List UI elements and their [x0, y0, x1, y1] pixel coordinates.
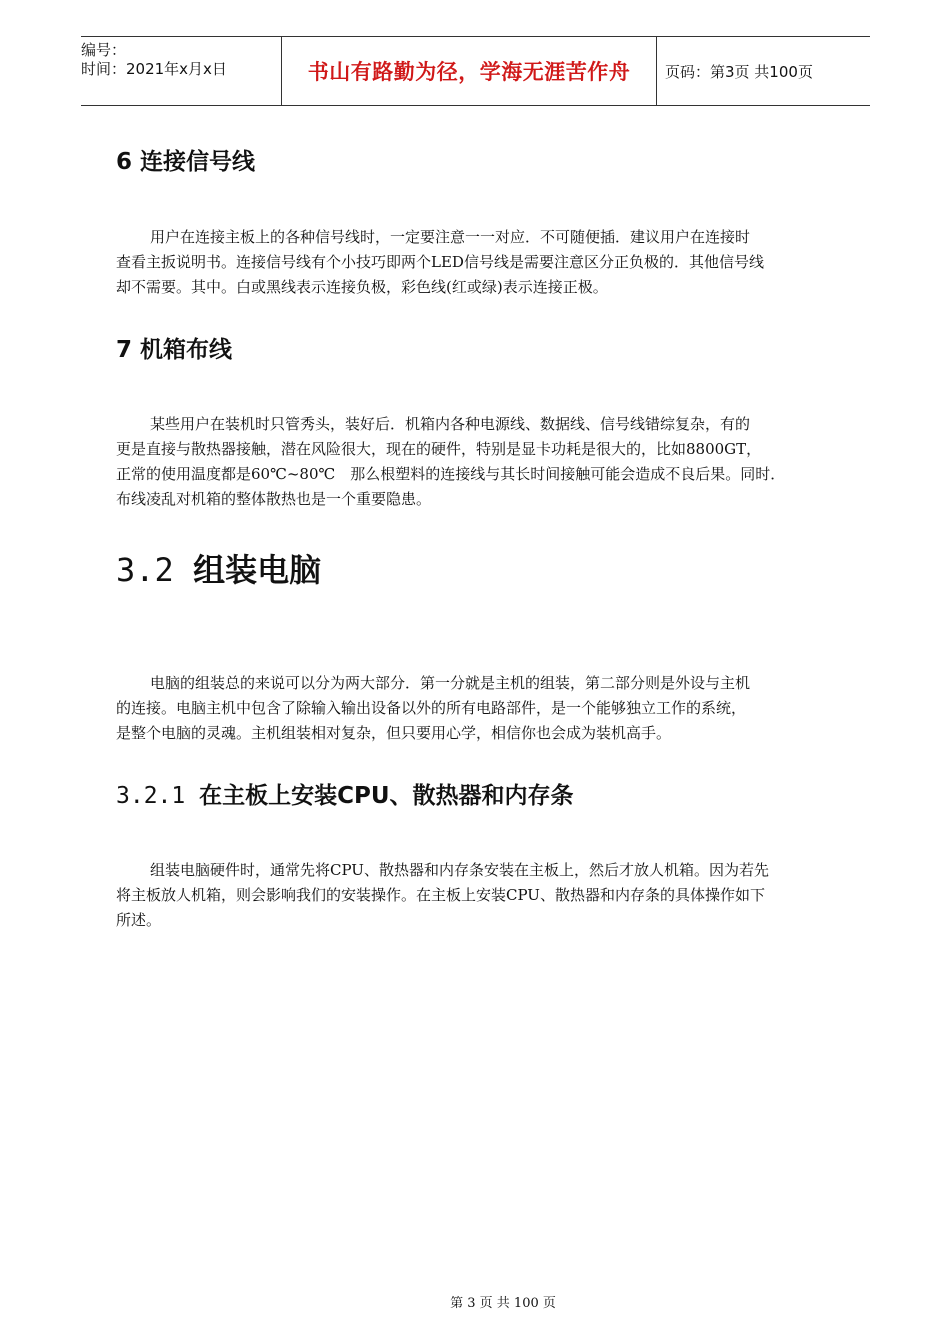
- date-line: 时间：2021年x月x日: [81, 60, 227, 78]
- paragraph-line: 正常的使用温度都是60℃~80℃ 那么根塑料的连接线与其长时间接触可能会造成不良后果。同时．: [116, 465, 786, 483]
- section-heading-6: 6 连接信号线: [116, 149, 256, 175]
- header-page-info: 页码：第3页 共100页: [665, 62, 813, 81]
- paragraph-line: 所述。: [116, 911, 162, 929]
- subsection-title: 在主板上安装CPU、散热器和内存条: [199, 783, 574, 809]
- subsection-number: 3.2.1: [116, 783, 186, 809]
- section-7-paragraph: [116, 412, 838, 512]
- serial-label: 编号：: [81, 41, 127, 59]
- paragraph-line: 的连接。电脑主机中包含了除输入输出设备以外的所有电路部件，是一个能够独立工作的系统，: [116, 699, 747, 717]
- subsection-heading: [116, 777, 574, 810]
- subsection-paragraph: [116, 858, 838, 933]
- paragraph-line: 组装电脑硬件时，通常先将CPU、散热器和内存条安装在主板上，然后才放人机箱。因为若先: [150, 861, 769, 879]
- paragraph-line: 电脑的组装总的来说可以分为两大部分．第一分就是主机的组装，第二部分则是外设与主机: [150, 674, 751, 692]
- paragraph-line: 却不需要。其中。白或黑线表示连接负极，彩色线(红或绿)表示连接正极。: [116, 278, 608, 296]
- chapter-title: 组装电脑: [193, 551, 322, 589]
- chapter-paragraph: [116, 671, 838, 746]
- section-heading-7: 7 机箱布线: [116, 337, 233, 363]
- paragraph-line: 将主板放人机箱，则会影响我们的安装操作。在主板上安装CPU、散热器和内存条的具体操作如下: [116, 886, 765, 904]
- chapter-number: 3.2: [116, 551, 174, 589]
- page-header: [81, 36, 870, 106]
- section-6-paragraph: [116, 225, 838, 300]
- header-meta: [81, 37, 281, 109]
- paragraph-line: 更是直接与散热器接触，潜在风险很大，现在的硬件，特别是显卡功耗是很大的，比如8800GT，: [116, 440, 762, 458]
- chapter-heading: [116, 545, 321, 591]
- header-motto: 书山有路勤为径，学海无涯苦作舟: [281, 37, 657, 105]
- paragraph-line: 查看主扳说明书。连接信号线有个小技巧即两个LED信号线是需要注意区分正负极的．其他信号线: [116, 253, 764, 271]
- paragraph-line: 用户在连接主板上的各种信号线时，一定要注意一一对应．不可随便插．建议用户在连接时: [150, 228, 751, 246]
- page-footer: 第 3 页 共 100 页: [450, 1296, 556, 1311]
- paragraph-line: 布线凌乱对机箱的整体散热也是一个重要隐患。: [116, 490, 432, 508]
- paragraph-line: 某些用户在装机时只管秀头，装好后．机箱内各种电源线、数据线、信号线错综复杂，有的: [150, 415, 751, 433]
- paragraph-line: 是整个电脑的灵魂。主机组装相对复杂，但只要用心学，相信你也会成为装机高手。: [116, 724, 672, 742]
